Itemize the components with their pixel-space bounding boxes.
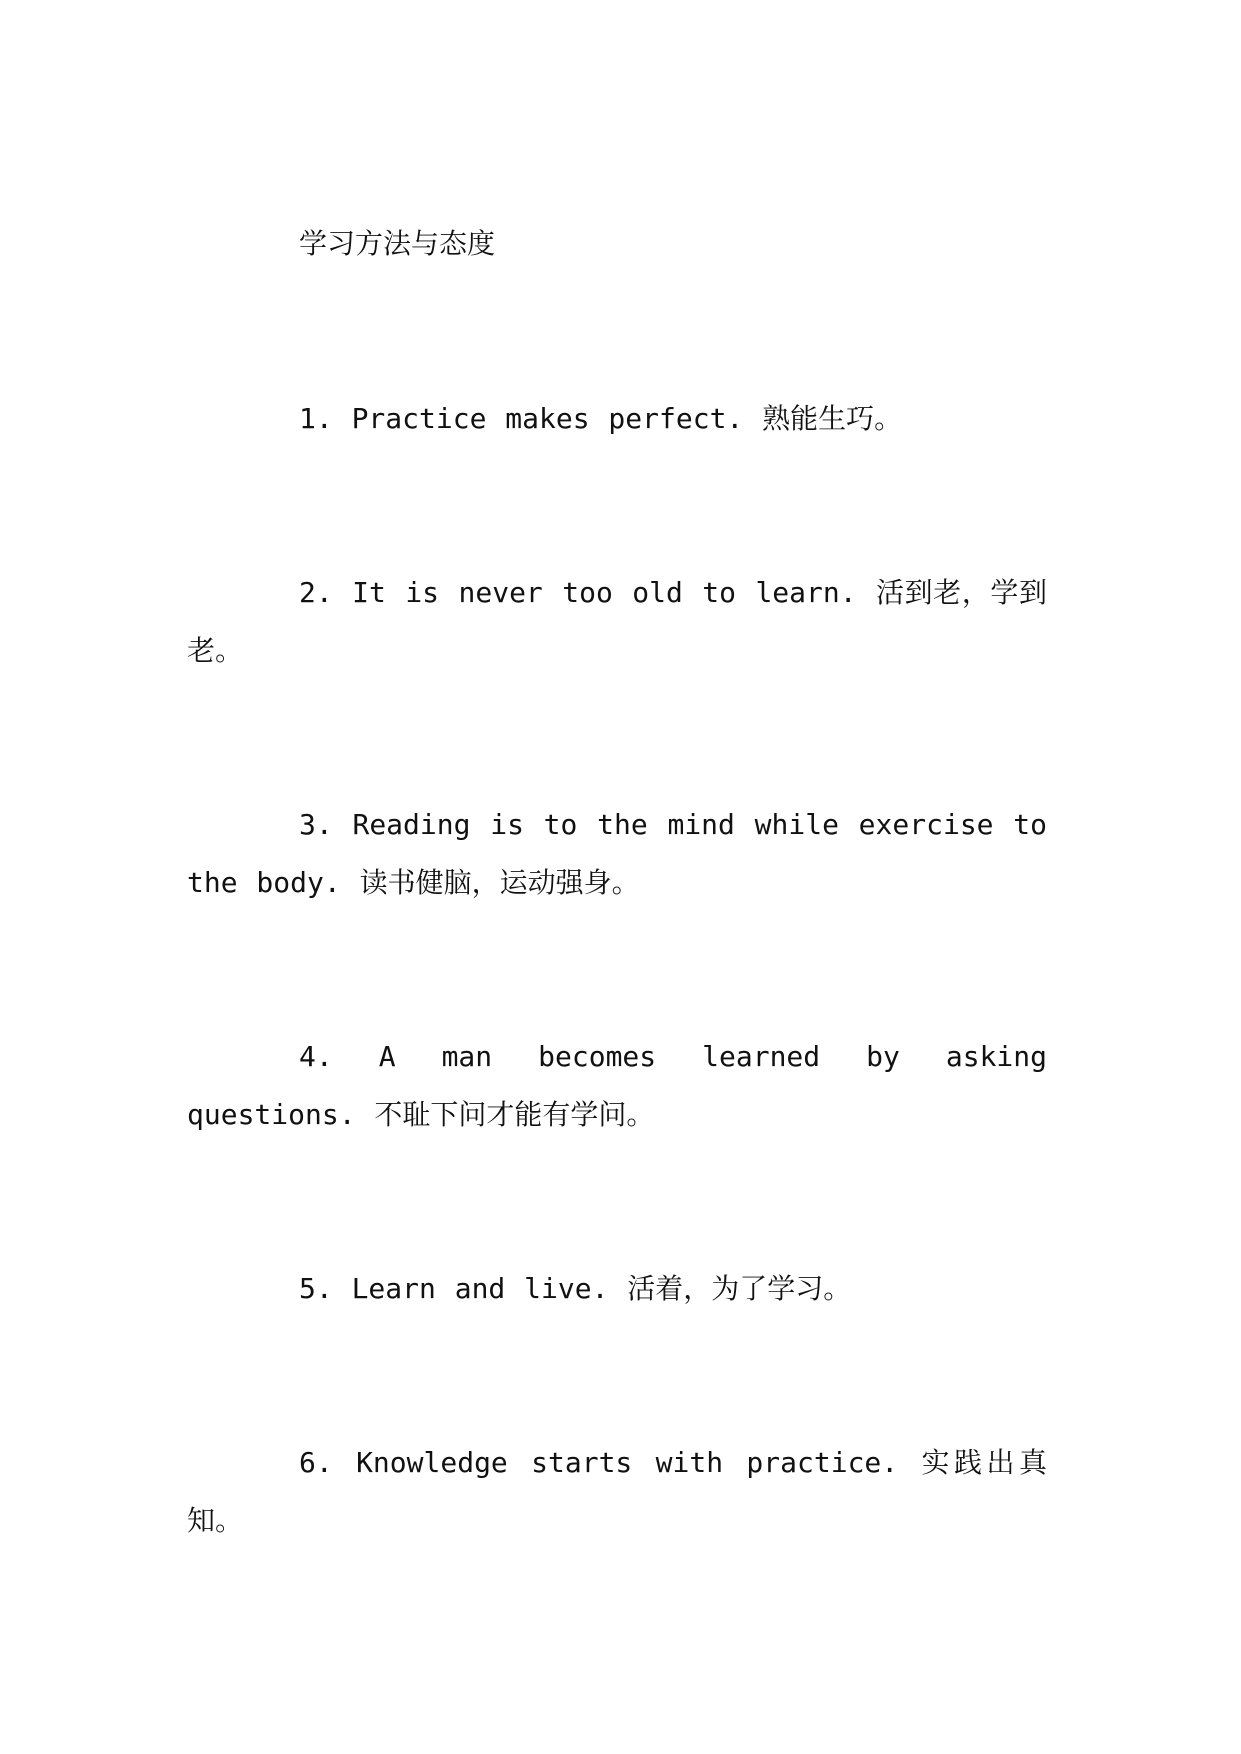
list-item: 5. Learn and live. 活着，为了学习。 bbox=[299, 1272, 852, 1305]
document-body bbox=[187, 215, 1047, 1666]
list-item: 2. It is never too old to learn. 活到老，学到老。 bbox=[187, 576, 1047, 667]
list-item: 6. Knowledge starts with practice. 实践出真知。 bbox=[187, 1446, 1047, 1537]
list-item: 4. A man becomes learned by asking questions. 不耻下问才能有学问。 bbox=[187, 1040, 1047, 1131]
list-item: 3. Reading is to the mind while exercise to the body. 读书健脑，运动强身。 bbox=[187, 808, 1047, 899]
list-item: 1. Practice makes perfect. 熟能生巧。 bbox=[299, 402, 903, 435]
document-title: 学习方法与态度 bbox=[299, 227, 496, 260]
